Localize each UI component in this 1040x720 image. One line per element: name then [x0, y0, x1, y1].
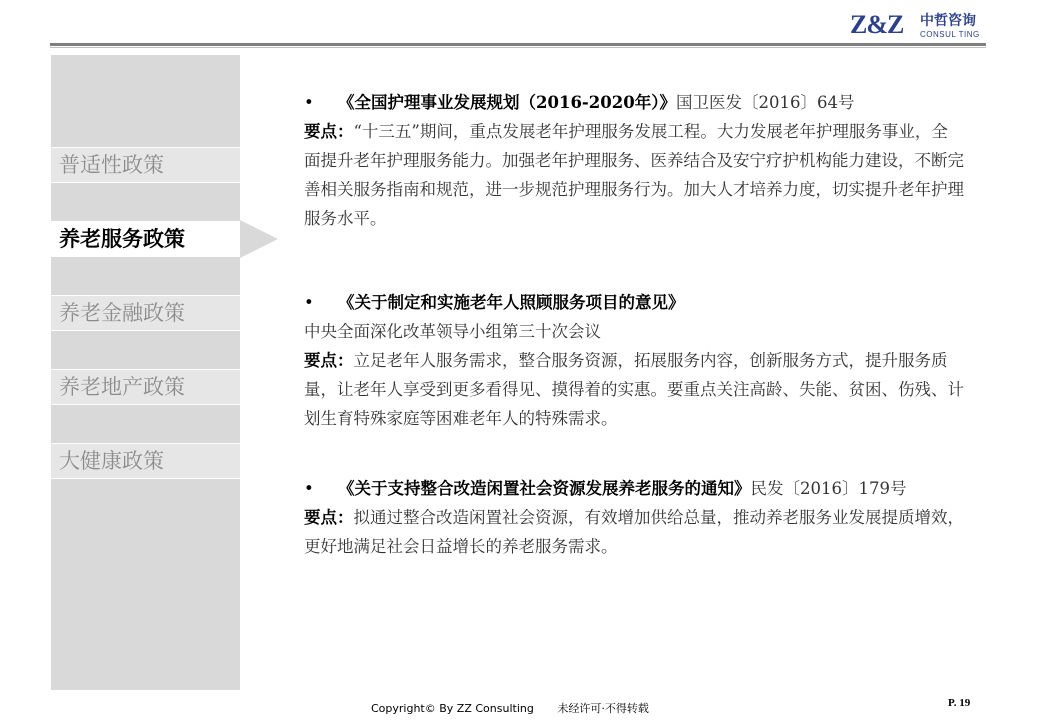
key-points-label: 要点： — [304, 122, 354, 141]
key-points-label: 要点： — [304, 351, 354, 370]
policy-item — [304, 288, 964, 433]
policy-heading — [304, 288, 964, 317]
active-section-arrow-icon — [240, 220, 278, 258]
sidebar-item-elderly-realestate-policy[interactable]: 养老地产政策 — [51, 369, 240, 405]
policy-item — [304, 88, 964, 233]
bullet-icon: • — [304, 93, 314, 112]
policy-title: 《关于制定和实施老年人照顾服务项目的意见》 — [338, 293, 685, 312]
policy-title: 《关于支持整合改造闲置社会资源发展养老服务的通知》 — [338, 479, 751, 498]
policy-key-points — [304, 503, 964, 561]
logo-chinese-name: 中哲咨询 — [920, 13, 976, 29]
policy-heading — [304, 88, 964, 117]
header-divider — [50, 43, 986, 46]
company-logo — [850, 8, 990, 40]
sidebar-item-elderly-finance-policy[interactable]: 养老金融政策 — [51, 295, 240, 331]
header-divider-thin — [50, 47, 986, 48]
copyright-text: Copyright© By ZZ Consulting — [371, 702, 534, 715]
policy-list — [304, 88, 964, 556]
policy-doc-number: 民发〔2016〕179号 — [750, 479, 907, 498]
key-points-text: 拟通过整合改造闲置社会资源，有效增加供给总量，推动养老服务业发展提质增效，更好地满足社会日益增长的养老服务需求。 — [304, 508, 964, 556]
key-points-label: 要点： — [304, 508, 354, 527]
policy-item — [304, 474, 964, 561]
logo-mark: Z&Z — [850, 10, 904, 39]
logo-english-name: CONSUL TING — [920, 30, 980, 39]
sidebar-item-health-policy[interactable]: 大健康政策 — [51, 443, 240, 479]
key-points-text: 立足老年人服务需求，整合服务资源，拓展服务内容，创新服务方式，提升服务质量，让老年人享受到更多看得见、摸得着的实惠。要重点关注高龄、失能、贫困、伤残、计划生育特殊家庭等困难老年人的特殊需求。 — [304, 351, 964, 428]
reprint-notice: 未经许可·不得转载 — [557, 702, 649, 715]
sidebar-item-elderly-care-policy[interactable]: 养老服务政策 — [51, 221, 240, 257]
policy-key-points — [304, 346, 964, 433]
bullet-icon: • — [304, 293, 314, 312]
key-points-text: “十三五”期间，重点发展老年护理服务发展工程。大力发展老年护理服务事业，全面提升老年护理服务能力。加强老年护理服务、医养结合及安宁疗护机构能力建设，不断完善相关服务指南和规范，进一步规范护理服务行为。加大人才培养力度，切实提升老年护理服务水平。 — [304, 122, 964, 228]
bullet-icon: • — [304, 479, 314, 498]
policy-issuer: 中央全面深化改革领导小组第三十次会议 — [304, 322, 601, 341]
policy-doc-number: 国卫医发〔2016〕64号 — [675, 93, 855, 112]
sidebar-item-general-policy[interactable]: 普适性政策 — [51, 147, 240, 183]
policy-heading — [304, 474, 964, 503]
policy-title: 《全国护理事业发展规划（2016-2020年）》 — [338, 93, 676, 112]
footer — [371, 700, 649, 716]
page-number: P. 19 — [948, 697, 971, 709]
policy-key-points — [304, 117, 964, 233]
